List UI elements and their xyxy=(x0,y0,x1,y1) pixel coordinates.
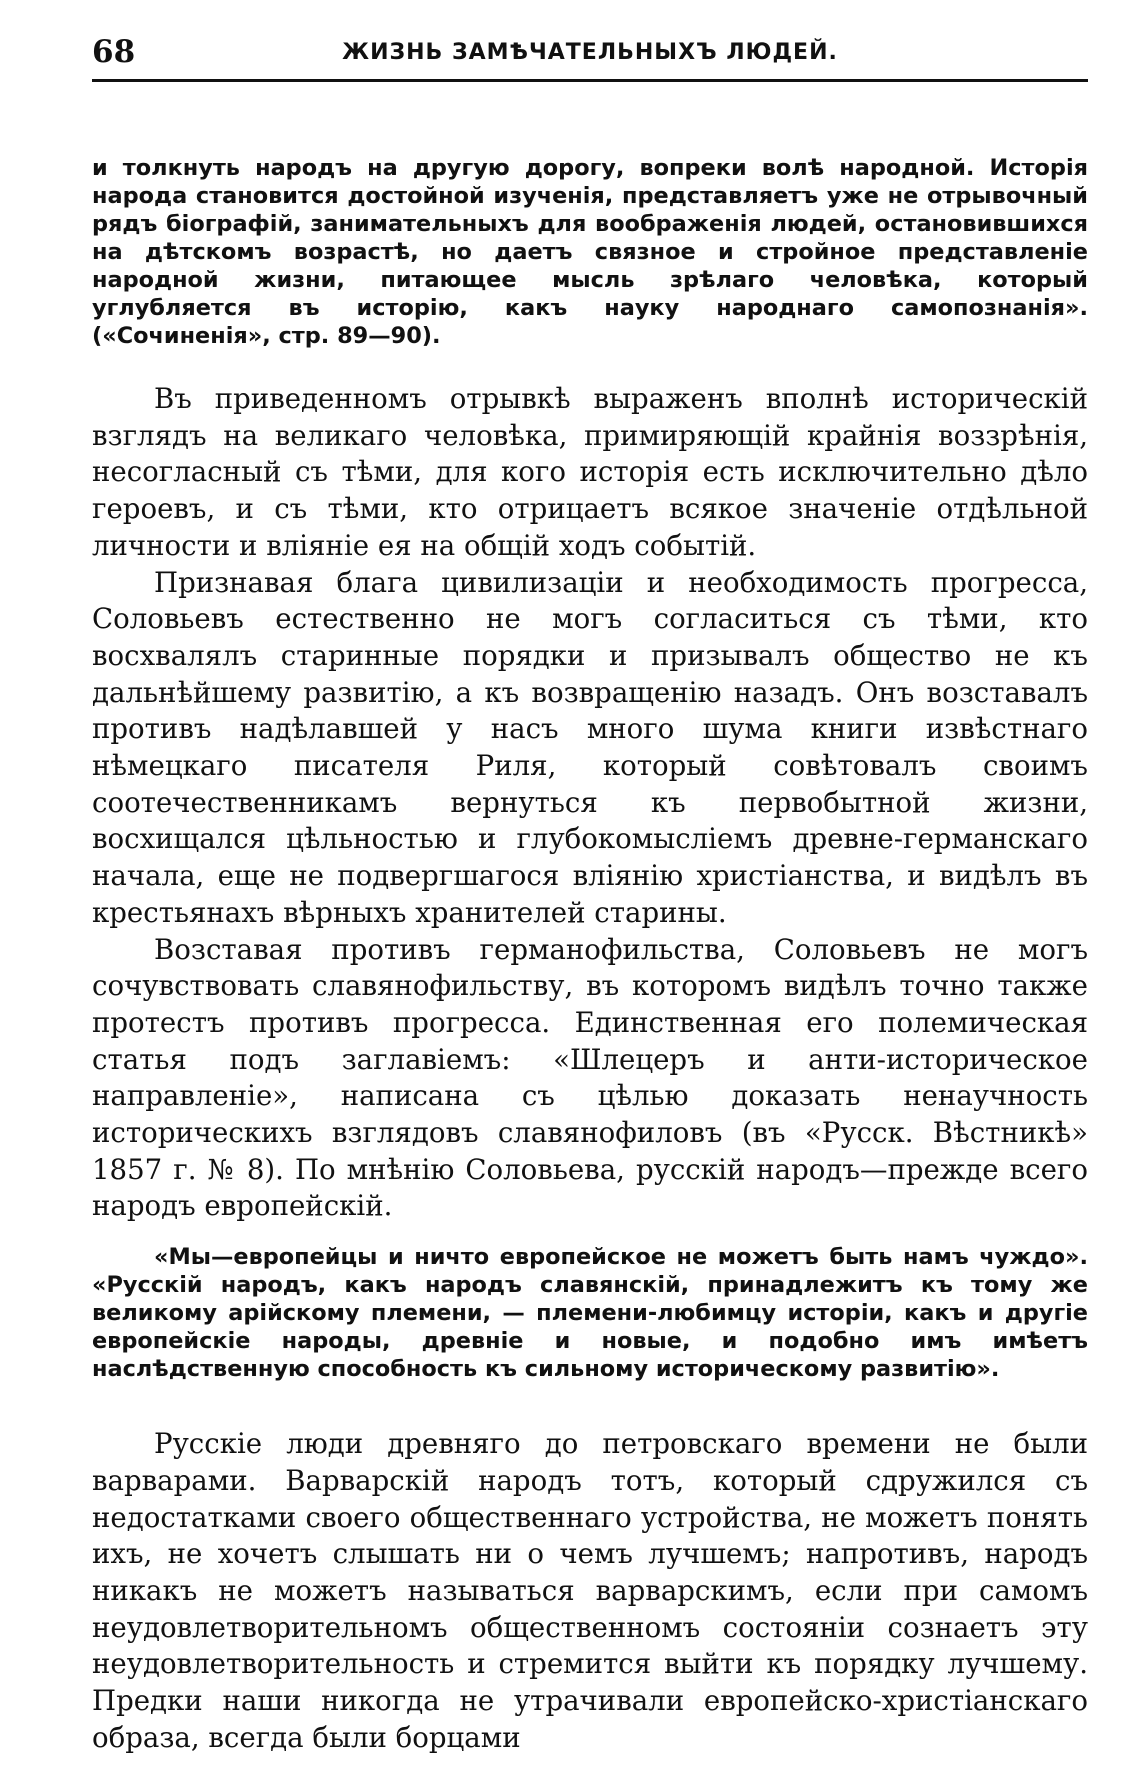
paragraph-russian-people: Русскіе люди древняго до петровскаго времени не были варварами. Варварскій народъ тотъ, который сдружился съ недостатками своего общественнаго устройства, не можетъ понять ихъ, не хочетъ слышать ни о чемъ лучшемъ; напротивъ, народъ никакъ не можетъ называться варварскимъ, если при самомъ неудовлетворительномъ общественномъ состояніи сознаетъ эту неудовлетворительность и стремится выйти къ порядку лучшему. Предки наши никогда не утрачивали европейско-христіанскаго образа, всегда были борцами xyxy=(92,1427,1088,1754)
running-title: ЖИЗНЬ ЗАМѢЧАТЕЛЬНЫХЪ ЛЮДЕЙ. xyxy=(342,40,838,65)
paragraph-slavophilism: Возставая противъ германофильства, Соловьевъ не могъ сочувствовать славянофильству, въ которомъ видѣлъ точно также протестъ противъ прогресса. Единственная его полемическая статья подъ заглавіемъ: «Шлецеръ и анти-историческое направленіе», написана съ цѣлью доказать ненаучность историческихъ взглядовъ славянофиловъ (въ «Русск. Вѣстникѣ» 1857 г. № 8). По мнѣнію Соловьева, русскій народъ—прежде всего народъ европейскій. xyxy=(92,932,1088,1223)
running-head xyxy=(92,30,1088,80)
header-rule xyxy=(92,79,1088,82)
quote-europeans: «Мы—европейцы и ничто европейское не можетъ быть намъ чуждо». «Русскій народъ, какъ народъ славянскій, принадлежитъ къ тому же великому арійскому племени, — племени-любимцу исторіи, какъ и другіе европейскіе народы, древніе и новые, и подобно имъ имѣетъ наслѣдственную способность къ сильному историческому развитію». xyxy=(92,1244,1088,1383)
book-page xyxy=(92,30,1088,1757)
paragraph-historical-view: Въ приведенномъ отрывкѣ выраженъ вполнѣ историческій взглядъ на великаго человѣка, примиряющій крайнія воззрѣнія, несогласный съ тѣми, для кого исторія есть исключительно дѣло героевъ, и съ тѣми, кто отрицаетъ всякое значеніе отдѣльной личности и вліяніе ея на общій ходъ событій. xyxy=(92,382,1088,562)
page-number: 68 xyxy=(92,34,136,70)
intro-quote-continuation: и толкнуть народъ на другую дорогу, вопреки волѣ народной. Исторія народа становится достойной изученія, представляетъ уже не отрывочный рядъ біографій, занимательныхъ для воображенія людей, остановившихся на дѣтскомъ возрастѣ, но даетъ связное и стройное представленіе народной жизни, питающее мысль зрѣлаго человѣка, который углубляется въ исторію, какъ науку народнаго самопознанія». («Сочиненія», стр. 89—90). xyxy=(92,155,1088,349)
paragraph-civilization-progress: Признавая блага цивилизаціи и необходимость прогресса, Соловьевъ естественно не могъ согласиться съ тѣми, кто восхвалялъ старинные порядки и призывалъ общество не къ дальнѣйшему развитію, а къ возвращенію назадъ. Онъ возставалъ противъ надѣлавшей у насъ много шума книги извѣстнаго нѣмецкаго писателя Риля, который совѣтовалъ своимъ соотечественникамъ вернуться къ первобытной жизни, восхищался цѣльностью и глубокомысліемъ древне-германскаго начала, еще не подвергшагося вліянію христіанства, и видѣлъ въ крестьянахъ вѣрныхъ хранителей старины. xyxy=(92,565,1088,929)
